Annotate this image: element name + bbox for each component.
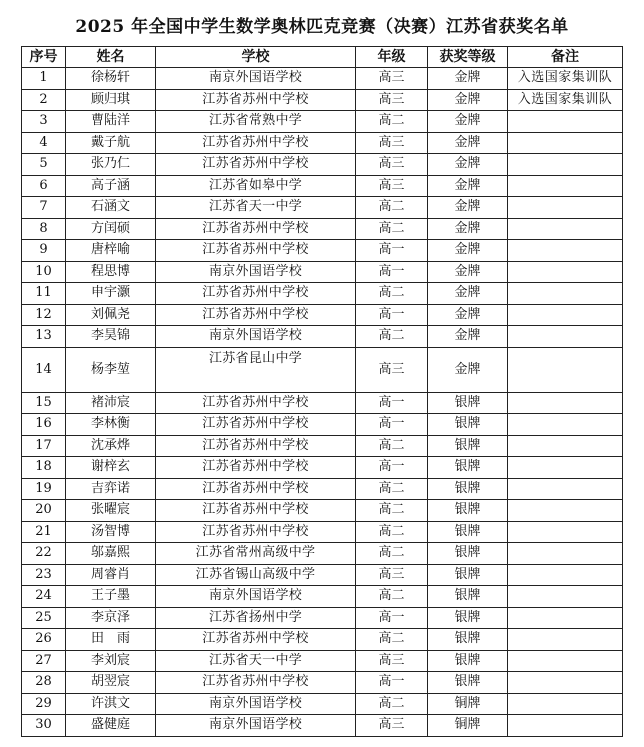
cell-note [508,283,623,305]
cell-school: 江苏省苏州中学校 [156,478,356,500]
cell-school: 江苏省苏州中学校 [156,414,356,436]
cell-school: 江苏省苏州中学校 [156,218,356,240]
cell-school: 江苏省苏州中学校 [156,435,356,457]
cell-note [508,218,623,240]
cell-award: 金牌 [428,283,508,305]
cell-grade: 高一 [356,261,428,283]
cell-grade: 高一 [356,414,428,436]
table-row [22,240,623,262]
cell-note [508,304,623,326]
cell-name: 张曜宸 [66,500,156,522]
cell-school: 江苏省苏州中学校 [156,154,356,176]
cell-grade: 高三 [356,89,428,111]
table-row [22,564,623,586]
cell-note [508,715,623,737]
cell-award: 银牌 [428,392,508,414]
table-row [22,218,623,240]
table-header-row [22,47,623,68]
cell-name: 曹陆洋 [66,111,156,133]
cell-award: 金牌 [428,68,508,90]
cell-award: 铜牌 [428,693,508,715]
table-row [22,478,623,500]
cell-no: 2 [22,89,66,111]
cell-name: 方闰硕 [66,218,156,240]
cell-school: 江苏省常熟中学 [156,111,356,133]
cell-no: 4 [22,132,66,154]
cell-name: 许淇文 [66,693,156,715]
cell-school: 江苏省苏州中学校 [156,283,356,305]
cell-no: 25 [22,607,66,629]
cell-grade: 高二 [356,693,428,715]
cell-no: 28 [22,672,66,694]
cell-no: 10 [22,261,66,283]
cell-no: 11 [22,283,66,305]
cell-note [508,414,623,436]
cell-note [508,478,623,500]
cell-note [508,629,623,651]
cell-award: 银牌 [428,650,508,672]
table-row [22,435,623,457]
cell-award: 铜牌 [428,715,508,737]
cell-no: 16 [22,414,66,436]
cell-note [508,261,623,283]
cell-name: 周睿肖 [66,564,156,586]
cell-no: 24 [22,586,66,608]
table-row [22,457,623,479]
cell-note [508,564,623,586]
cell-award: 银牌 [428,564,508,586]
cell-name: 徐杨轩 [66,68,156,90]
cell-award: 银牌 [428,607,508,629]
cell-no: 23 [22,564,66,586]
cell-no: 30 [22,715,66,737]
cell-name: 汤智博 [66,521,156,543]
cell-award: 银牌 [428,414,508,436]
cell-school: 江苏省锡山高级中学 [156,564,356,586]
cell-name: 盛健庭 [66,715,156,737]
table-row [22,89,623,111]
table-row [22,347,623,392]
table-row [22,304,623,326]
cell-note [508,154,623,176]
cell-note [508,240,623,262]
cell-school: 江苏省扬州中学 [156,607,356,629]
table-row [22,111,623,133]
cell-no: 20 [22,500,66,522]
table-row [22,650,623,672]
cell-grade: 高三 [356,132,428,154]
table-row [22,607,623,629]
cell-award: 银牌 [428,478,508,500]
page-title: 2025 年全国中学生数学奥林匹克竞赛（决赛）江苏省获奖名单 [75,17,569,37]
cell-grade: 高三 [356,154,428,176]
cell-grade: 高一 [356,672,428,694]
cell-grade: 高一 [356,607,428,629]
cell-name: 戴子航 [66,132,156,154]
cell-name: 胡翌宸 [66,672,156,694]
cell-no: 27 [22,650,66,672]
cell-award: 金牌 [428,197,508,219]
table-row [22,693,623,715]
cell-school: 江苏省苏州中学校 [156,500,356,522]
cell-note [508,543,623,565]
cell-name: 李京泽 [66,607,156,629]
cell-school: 南京外国语学校 [156,586,356,608]
cell-no: 3 [22,111,66,133]
cell-note [508,650,623,672]
table-row [22,392,623,414]
cell-award: 金牌 [428,261,508,283]
cell-no: 21 [22,521,66,543]
cell-school: 江苏省苏州中学校 [156,89,356,111]
table-row [22,414,623,436]
cell-grade: 高一 [356,304,428,326]
cell-award: 金牌 [428,89,508,111]
cell-grade: 高二 [356,500,428,522]
cell-name: 褚沛宸 [66,392,156,414]
cell-grade: 高二 [356,543,428,565]
cell-award: 银牌 [428,435,508,457]
cell-school: 南京外国语学校 [156,326,356,348]
cell-award: 金牌 [428,326,508,348]
cell-name: 李林衡 [66,414,156,436]
cell-note [508,521,623,543]
cell-award: 银牌 [428,500,508,522]
cell-no: 15 [22,392,66,414]
cell-no: 6 [22,175,66,197]
column-header-name: 姓名 [66,47,156,68]
table-row [22,715,623,737]
table-row [22,175,623,197]
cell-award: 金牌 [428,154,508,176]
column-header-note: 备注 [508,47,623,68]
cell-grade: 高二 [356,478,428,500]
cell-school: 江苏省如皋中学 [156,175,356,197]
cell-award: 金牌 [428,111,508,133]
cell-grade: 高二 [356,629,428,651]
cell-note [508,347,623,392]
cell-school: 江苏省苏州中学校 [156,240,356,262]
cell-award: 银牌 [428,586,508,608]
cell-name: 高子涵 [66,175,156,197]
cell-grade: 高三 [356,715,428,737]
cell-note [508,672,623,694]
cell-award: 金牌 [428,240,508,262]
cell-school: 江苏省苏州中学校 [156,521,356,543]
cell-grade: 高二 [356,197,428,219]
cell-note [508,693,623,715]
cell-grade: 高二 [356,521,428,543]
cell-note [508,197,623,219]
table-row [22,197,623,219]
cell-no: 12 [22,304,66,326]
cell-no: 8 [22,218,66,240]
cell-name: 吉弈诺 [66,478,156,500]
table-row [22,586,623,608]
cell-school: 南京外国语学校 [156,261,356,283]
cell-grade: 高一 [356,240,428,262]
cell-award: 金牌 [428,304,508,326]
cell-award: 银牌 [428,629,508,651]
cell-name: 石涵文 [66,197,156,219]
cell-school: 南京外国语学校 [156,693,356,715]
cell-no: 5 [22,154,66,176]
table-row [22,132,623,154]
cell-school: 江苏省苏州中学校 [156,304,356,326]
cell-school: 南京外国语学校 [156,68,356,90]
cell-grade: 高二 [356,111,428,133]
cell-school: 江苏省苏州中学校 [156,672,356,694]
cell-award: 银牌 [428,543,508,565]
cell-award: 银牌 [428,672,508,694]
cell-school: 南京外国语学校 [156,715,356,737]
cell-grade: 高二 [356,283,428,305]
cell-note: 入选国家集训队 [508,89,623,111]
cell-grade: 高二 [356,326,428,348]
cell-note [508,607,623,629]
cell-no: 17 [22,435,66,457]
cell-no: 19 [22,478,66,500]
cell-name: 李昊锦 [66,326,156,348]
cell-grade: 高三 [356,347,428,392]
table-row [22,283,623,305]
cell-award: 金牌 [428,347,508,392]
cell-award: 银牌 [428,457,508,479]
cell-note [508,326,623,348]
cell-name: 顾归琪 [66,89,156,111]
cell-name: 程思博 [66,261,156,283]
cell-award: 金牌 [428,132,508,154]
cell-note [508,175,623,197]
cell-no: 22 [22,543,66,565]
cell-name: 唐梓喻 [66,240,156,262]
cell-grade: 高三 [356,68,428,90]
table-row [22,154,623,176]
cell-no: 9 [22,240,66,262]
table-row [22,500,623,522]
cell-no: 18 [22,457,66,479]
cell-name: 李刘宸 [66,650,156,672]
cell-note: 入选国家集训队 [508,68,623,90]
cell-grade: 高二 [356,586,428,608]
cell-school: 江苏省常州高级中学 [156,543,356,565]
cell-grade: 高一 [356,457,428,479]
cell-award: 银牌 [428,521,508,543]
table-row [22,629,623,651]
column-header-grade: 年级 [356,47,428,68]
cell-note [508,586,623,608]
table-row [22,672,623,694]
cell-school: 江苏省天一中学 [156,197,356,219]
table-row [22,68,623,90]
table-row [22,261,623,283]
cell-grade: 高三 [356,650,428,672]
cell-name: 杨李堃 [66,347,156,392]
cell-grade: 高三 [356,175,428,197]
award-table [21,46,623,737]
cell-school: 江苏省苏州中学校 [156,457,356,479]
cell-award: 金牌 [428,218,508,240]
cell-name: 王子墨 [66,586,156,608]
cell-school: 江苏省天一中学 [156,650,356,672]
cell-school: 江苏省苏州中学校 [156,629,356,651]
cell-name: 申宇灏 [66,283,156,305]
table-row [22,326,623,348]
cell-note [508,392,623,414]
cell-grade: 高二 [356,435,428,457]
cell-no: 13 [22,326,66,348]
cell-no: 1 [22,68,66,90]
table-row [22,521,623,543]
cell-school: 江苏省苏州中学校 [156,392,356,414]
cell-grade: 高二 [356,218,428,240]
cell-award: 金牌 [428,175,508,197]
cell-school: 江苏省昆山中学 [156,347,356,392]
cell-grade: 高三 [356,564,428,586]
cell-no: 7 [22,197,66,219]
column-header-award: 获奖等级 [428,47,508,68]
cell-name: 田 雨 [66,629,156,651]
cell-grade: 高一 [356,392,428,414]
cell-no: 14 [22,347,66,392]
cell-name: 刘佩尧 [66,304,156,326]
cell-name: 张乃仁 [66,154,156,176]
cell-note [508,435,623,457]
cell-note [508,111,623,133]
table-row [22,543,623,565]
column-header-school: 学校 [156,47,356,68]
cell-school: 江苏省苏州中学校 [156,132,356,154]
cell-note [508,457,623,479]
cell-note [508,500,623,522]
cell-no: 29 [22,693,66,715]
cell-note [508,132,623,154]
cell-name: 邬嘉熙 [66,543,156,565]
cell-name: 沈承烨 [66,435,156,457]
column-header-no: 序号 [22,47,66,68]
cell-name: 谢梓玄 [66,457,156,479]
cell-no: 26 [22,629,66,651]
